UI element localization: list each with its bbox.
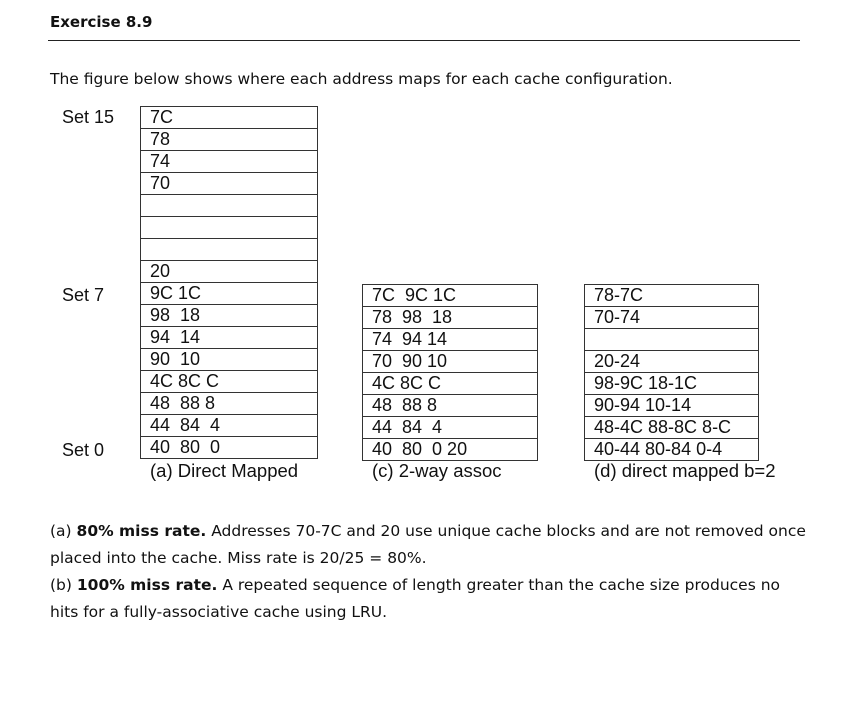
cache-a-set-3: 4C 8C C	[140, 371, 318, 393]
cache-a-set-7: 9C 1C	[140, 283, 318, 305]
intro-text: The figure below shows where each address maps for each cache configuration.	[50, 70, 673, 88]
cache-d-set-5	[584, 329, 759, 351]
answer-b	[50, 572, 810, 626]
cache-d-set-7: 78-7C	[584, 285, 759, 307]
answer-a	[50, 518, 810, 572]
set-0-label: Set 0	[62, 440, 105, 460]
set-7-label: Set 7	[62, 285, 105, 305]
cache-a-set-10	[140, 217, 318, 239]
caption-2-way-assoc: (c) 2-way assoc	[372, 460, 502, 481]
answer-a-text: Addresses 70-7C and 20 use unique cache blocks and are not removed once placed into the cache. Miss rate is 20/25 = 80%.	[50, 522, 806, 567]
answer-a-label: (a)	[50, 522, 72, 540]
cache-d-set-6: 70-74	[584, 307, 759, 329]
cache-a-set-5: 94 14	[140, 327, 318, 349]
exercise-heading: Exercise 8.9	[50, 13, 153, 31]
answer-b-text: A repeated sequence of length greater than the cache size produces no hits for a fully-associative cache using LRU.	[50, 576, 781, 621]
caption-direct-mapped: (a) Direct Mapped	[150, 460, 299, 481]
cache-c-set-5: 74 94 14	[362, 329, 538, 351]
cache-table-2-way-assoc	[362, 284, 538, 461]
cache-a-set-13: 74	[140, 151, 318, 173]
cache-table-direct-mapped	[140, 106, 318, 459]
answer-a-bold: 80% miss rate.	[76, 522, 207, 540]
cache-a-set-15: 7C	[140, 107, 318, 129]
cache-a-set-1: 44 84 4	[140, 415, 318, 437]
cache-c-set-0: 40 80 0 20	[362, 439, 538, 461]
set-15-label: Set 15	[62, 107, 115, 127]
cache-c-set-2: 48 88 8	[362, 395, 538, 417]
cache-table-direct-mapped-b2	[584, 284, 759, 461]
cache-d-set-4: 20-24	[584, 351, 759, 373]
cache-a-set-14: 78	[140, 129, 318, 151]
cache-a-set-6: 98 18	[140, 305, 318, 327]
cache-c-set-4: 70 90 10	[362, 351, 538, 373]
answers-section	[50, 518, 810, 626]
cache-a-set-8: 20	[140, 261, 318, 283]
caption-direct-mapped-b2: (d) direct mapped b=2	[594, 460, 776, 481]
cache-d-set-0: 40-44 80-84 0-4	[584, 439, 759, 461]
cache-a-set-0: 40 80 0	[140, 437, 318, 459]
cache-d-set-3: 98-9C 18-1C	[584, 373, 759, 395]
cache-a-set-12: 70	[140, 173, 318, 195]
cache-a-set-2: 48 88 8	[140, 393, 318, 415]
cache-a-set-11	[140, 195, 318, 217]
answer-b-bold: 100% miss rate.	[76, 576, 218, 594]
cache-d-set-1: 48-4C 88-8C 8-C	[584, 417, 759, 439]
cache-a-set-9	[140, 239, 318, 261]
cache-c-set-3: 4C 8C C	[362, 373, 538, 395]
answer-b-label: (b)	[50, 576, 72, 594]
cache-a-set-4: 90 10	[140, 349, 318, 371]
cache-c-set-6: 78 98 18	[362, 307, 538, 329]
cache-d-set-2: 90-94 10-14	[584, 395, 759, 417]
cache-c-set-7: 7C 9C 1C	[362, 285, 538, 307]
heading-divider	[48, 40, 800, 41]
cache-c-set-1: 44 84 4	[362, 417, 538, 439]
